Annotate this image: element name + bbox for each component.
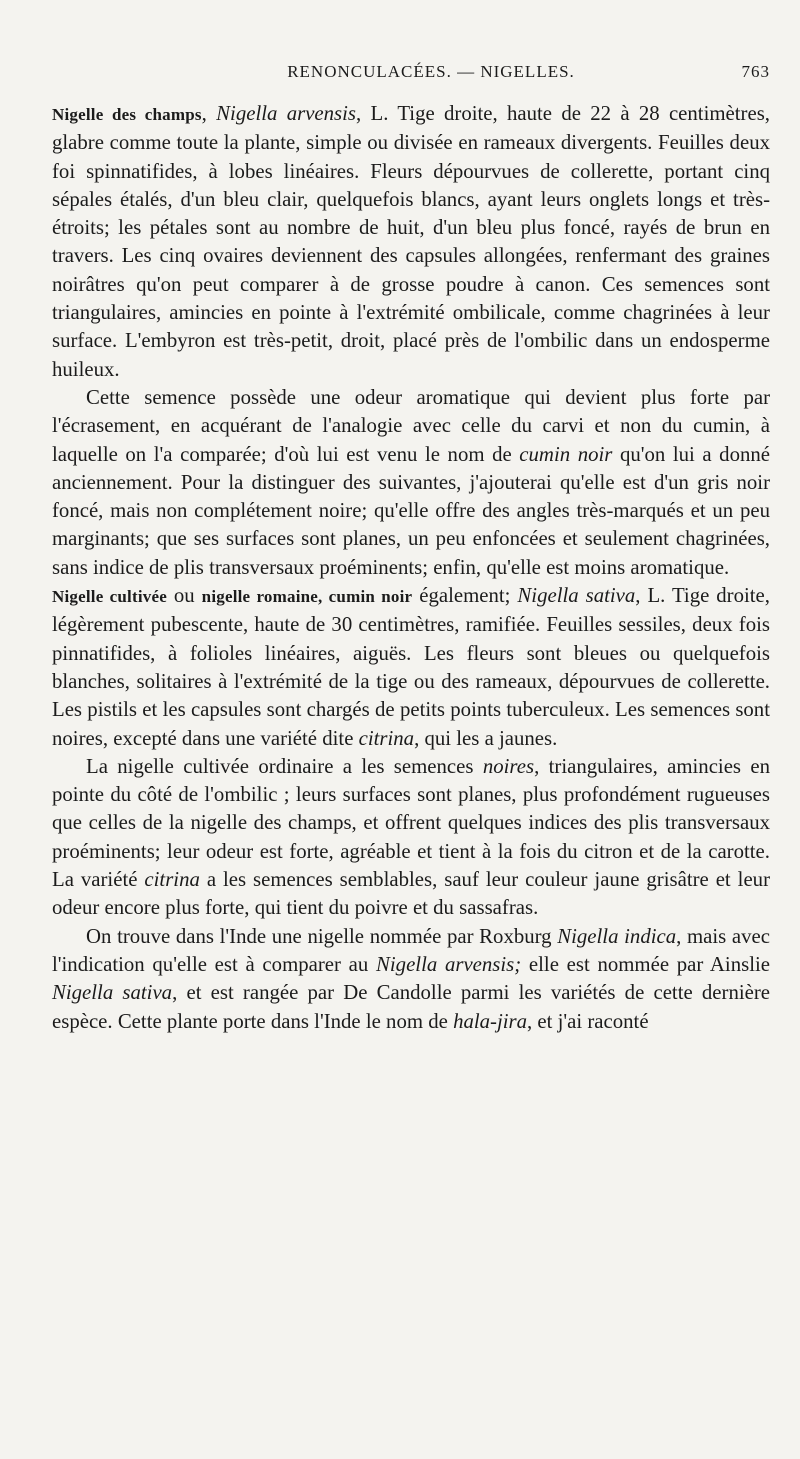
page-number: 763 xyxy=(741,62,770,81)
paragraph-text: On trouve dans l'Inde une nigelle nommée par Roxburg xyxy=(86,924,558,948)
paragraph-text: , L. Tige droite, haute de 22 à 28 centimètres, glabre comme toute la plante, simple ou divisée en rameaux divergents. Feuilles deux foi spinnatifides, à lobes linéaires. Fleurs dépourvues de collerette, portant cinq sépales étalés, d'un bleu clair, quelquefois blancs, ayant leurs onglets longs et très-étroits; les pétales sont au nombre de huit, d'un bleu plus foncé, rayés de brun en travers. Les cinq ovaires deviennent des capsules allongées, renfermant des graines noirâtres qu'on peut comparer à de grosse poudre à canon. Ces semences sont triangulaires, amincies en pointe à l'extrémité ombilicale, comme chagrinées à leur surface. L'embyron est très-petit, droit, placé près de l'ombilic dans un endosperme huileux. xyxy=(52,102,770,381)
italic-term: Nigella arvensis; xyxy=(376,952,522,976)
italic-term: noires xyxy=(482,754,535,778)
paragraph-text: , mais avec l'indication qu'elle est à comparer au xyxy=(52,924,771,976)
entry-heading: Nigelle cultivée xyxy=(52,587,167,607)
paragraph-text: elle est nommée par Ainslie xyxy=(521,952,770,976)
paragraph-text: , et est rangée par De Candolle parmi les variétés de cette dernière espèce. Cette plante porte dans l'Inde le nom de xyxy=(52,981,771,1033)
paragraph xyxy=(52,100,770,384)
running-head xyxy=(52,62,770,92)
paragraph-text: a les semences semblables, sauf leur couleur jaune grisâtre et leur odeur encore plus forte, qui tient du poivre et du sassafras. xyxy=(52,868,770,920)
paragraph-text: , et j'ai raconté xyxy=(527,1009,649,1033)
italic-term: cumin noir xyxy=(519,442,613,466)
italic-term: Nigella sativa xyxy=(517,584,636,608)
paragraph-text: , triangulaires, amincies en pointe du côté de l'ombilic ; leurs surfaces sont planes, plus profondément rugueuses que celles de la nigelle des champs, et offrent quelques indices des plis transversaux proéminents; leur odeur est forte, agréable et tient à la fois du citron et de la carotte. La variété xyxy=(52,754,770,892)
italic-term: hala-jira xyxy=(453,1009,528,1033)
paragraph xyxy=(52,582,770,753)
entry-heading: Nigelle des champs xyxy=(52,105,202,124)
italic-term: Nigella arvensis xyxy=(216,102,357,125)
paragraph-text: , xyxy=(201,102,217,125)
entry-heading: nigelle romaine, cumin noir xyxy=(201,587,413,607)
paragraph-text: , qui les a jaunes. xyxy=(414,726,558,750)
running-title: RENONCULACÉES. — NIGELLES. xyxy=(287,62,575,81)
italic-term: Nigella indica xyxy=(557,924,677,948)
paragraph-text: qu'on lui a donné anciennement. Pour la distinguer des suivantes, j'ajouterai qu'elle est d'un gris noir foncé, mais non complétement noire; qu'elle offre des angles très-marqués et un peu marginants; que ses surfaces sont planes, un peu enfoncées et seulement chagrinées, sans indice de plis transversaux proéminents; enfin, qu'elle est moins aromatique. xyxy=(52,442,771,579)
italic-term: Nigella sativa xyxy=(52,981,173,1005)
paragraph-text: ou xyxy=(166,584,202,608)
paragraph-text: , L. Tige droite, légèrement pubescente, haute de 30 centimètres, ramifiée. Feuilles sessiles, deux fois pinnatifides, à folioles linéaires, aiguës. Les fleurs sont bleues ou quelquefois blanches, solitaires à l'extrémité de la tige ou des rameaux, dépourvues de collerette. Les pistils et les capsules sont chargés de petits points tuberculeux. Les semences sont noires, excepté dans une variété dite xyxy=(52,584,770,750)
italic-term: citrina xyxy=(144,868,200,892)
paragraph xyxy=(52,753,770,923)
paragraph-text: également; xyxy=(412,584,518,608)
paragraph xyxy=(52,384,770,582)
paragraph xyxy=(52,923,770,1036)
paragraph-text: La nigelle cultivée ordinaire a les semences xyxy=(86,754,483,778)
italic-term: citrina xyxy=(358,726,415,750)
body-text xyxy=(52,100,770,1036)
paragraph-text: Cette semence possède une odeur aromatique qui devient plus forte par l'écrasement, en acquérant de l'analogie avec celle du carvi et non du cumin, à laquelle on l'a comparée; d'où lui est venu le nom de xyxy=(52,385,770,466)
